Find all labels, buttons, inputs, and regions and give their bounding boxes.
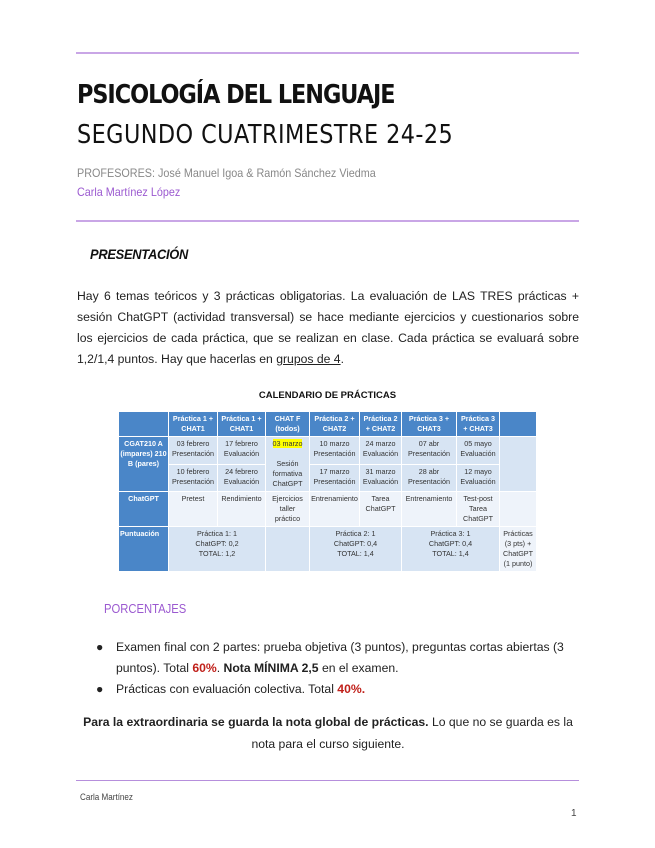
table-cell: Rendimiento (218, 492, 266, 527)
table-cell: Entrenamiento (310, 492, 360, 527)
table-header: Práctica 1 + CHAT1 (169, 412, 218, 437)
table-cell: Tarea ChatGPT (360, 492, 402, 527)
table-cell: 07 abr Presentación (402, 437, 457, 465)
chat-session-cell (266, 437, 310, 492)
table-cell: 17 marzo Presentación (310, 464, 360, 492)
presentation-heading: PRESENTACIÓN (90, 246, 189, 262)
table-header: Práctica 3 + CHAT3 (402, 412, 457, 437)
list-item: ● Examen final con 2 partes: prueba objetiva (3 puntos), preguntas cortas abiertas (3 puntos). Total 60%. Nota MÍNIMA 2,5 en el examen. (96, 637, 579, 679)
professors-line: PROFESORES: José Manuel Igoa & Ramón Sánchez Viedma (77, 166, 376, 180)
chatgpt-label: ChatGPT (119, 492, 169, 527)
groups-link[interactable]: grupos de 4 (276, 352, 341, 366)
extraordinary-note: Para la extraordinaria se guarda la nota global de prácticas. Lo que no se guarda es la nota para el curso siguiente. (83, 715, 573, 751)
top-divider (76, 52, 579, 54)
table-cell: 24 febrero Evaluación (218, 464, 266, 492)
list-item: ● Prácticas con evaluación colectiva. Total 40%. (96, 679, 579, 700)
table-header: CHAT F (todos) (266, 412, 310, 437)
footer-author: Carla Martínez (80, 792, 133, 803)
footer-divider (76, 780, 579, 781)
table-cell: Ejercicios taller práctico (266, 492, 310, 527)
session-note: Sesión formativa ChatGPT (272, 459, 303, 488)
percentages-heading: PORCENTAJES (104, 602, 187, 616)
calendar-table (118, 411, 537, 572)
score-label: Puntuación (119, 527, 169, 572)
page-number: 1 (571, 808, 577, 819)
score-practice-1: Práctica 1: 1 ChatGPT: 0,2 TOTAL: 1,2 (169, 527, 266, 572)
table-header: Práctica 2 + CHAT2 (360, 412, 402, 437)
table-cell: 10 marzo Presentación (310, 437, 360, 465)
table-cell: 10 febrero Presentación (169, 464, 218, 492)
score-practice-2: Práctica 2: 1 ChatGPT: 0,4 TOTAL: 1,4 (310, 527, 402, 572)
table-row (119, 527, 537, 572)
table-cell: 28 abr Presentación (402, 464, 457, 492)
table-row (119, 437, 537, 465)
header-divider (76, 220, 579, 222)
table-row (119, 492, 537, 527)
percentages-list (96, 637, 579, 700)
calendar-title: CALENDARIO DE PRÁCTICAS (258, 390, 397, 401)
table-cell: 17 febrero Evaluación (218, 437, 266, 465)
page-title: PSICOLOGÍA DEL LENGUAJE (77, 80, 395, 110)
page-subtitle: SEGUNDO CUATRIMESTRE 24-25 (77, 120, 454, 150)
table-row (119, 412, 537, 437)
table-cell: 31 marzo Evaluación (360, 464, 402, 492)
table-cell: Pretest (169, 492, 218, 527)
table-cell: 24 marzo Evaluación (360, 437, 402, 465)
table-header: Práctica 1 + CHAT1 (218, 412, 266, 437)
table-cell: 12 mayo Evaluación (457, 464, 500, 492)
bullet-icon: ● (96, 682, 104, 696)
table-cell: Test-post Tarea ChatGPT (457, 492, 500, 527)
score-practice-3: Práctica 3: 1 ChatGPT: 0,4 TOTAL: 1,4 (402, 527, 500, 572)
presentation-paragraph: Hay 6 temas teóricos y 3 prácticas obligatorias. La evaluación de LAS TRES prácticas + sesión ChatGPT (actividad transversal) se hace mediante ejercicios y cuestionarios sobre los ejercicios de cada práctica, que se realizan en clase. Cada práctica se evaluará sobre 1,2/1,4 puntos. Hay que hacerlas en grupos de 4. (77, 289, 579, 366)
table-row (119, 464, 537, 492)
table-header: Práctica 3 + CHAT3 (457, 412, 500, 437)
group-label: CGAT210 A (impares) 210 B (pares) (119, 437, 169, 492)
score-total: Prácticas (3 pts) + ChatGPT (1 punto) (500, 527, 537, 572)
table-cell: Entrenamiento (402, 492, 457, 527)
bullet-icon: ● (96, 640, 104, 654)
author-name: Carla Martínez López (77, 185, 181, 199)
table-cell: 03 febrero Presentación (169, 437, 218, 465)
table-cell: 05 mayo Evaluación (457, 437, 500, 465)
highlighted-date: 03 marzo (272, 439, 303, 448)
table-header: Práctica 2 + CHAT2 (310, 412, 360, 437)
